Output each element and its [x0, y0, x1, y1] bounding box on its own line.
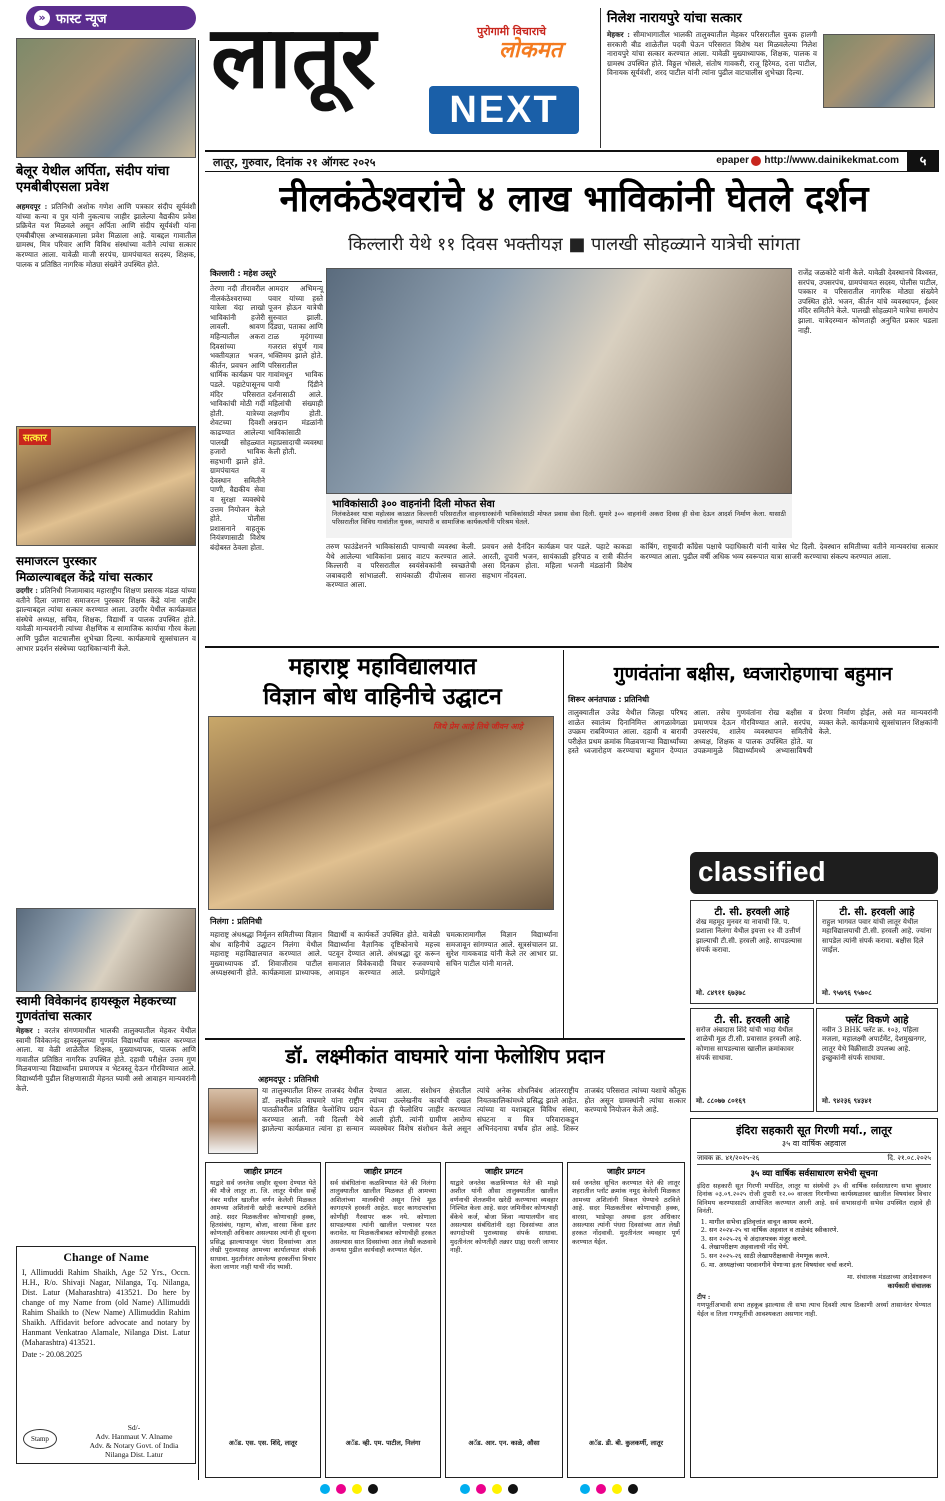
- ad4-phone: मो. ९४२३६ ९४३४१: [822, 1096, 872, 1105]
- lead-photo-caption: [326, 494, 792, 538]
- news-item-2-title: समाजरत्न पुरस्कार: [16, 554, 97, 568]
- agm-title: इंदिरा सहकारी सूत गिरणी मर्या., लातूर: [736, 1124, 892, 1137]
- change-of-name-title: Change of Name: [63, 1250, 149, 1264]
- ad3-title: टी. सी. हरवली आहे: [839, 907, 915, 918]
- color-registration-strip: [320, 1484, 640, 1496]
- agm-agenda-list: [697, 1218, 931, 1270]
- ad2-title: टी. सी. हरवली आहे: [714, 1015, 790, 1026]
- notice-2-footer: अॅड. व्ही. एम. पाटील, निलंगा: [345, 1439, 421, 1447]
- brand-tagline: पुरोगामी विचाराचे: [477, 25, 547, 38]
- ad1-title: टी. सी. हरवली आहे: [714, 907, 790, 918]
- news-photo-2: [16, 426, 196, 546]
- notice-2-body: सर्व संबंधितांना कळविण्यात येते की निलंगा तालुक्यातील खालील मिळकत ही आमच्या अशिलांच्या मालकीची असून तिचे मूळ कागदपत्रे हरवली आहेत. सदर कागदपत्रांचा कोणीही गैरवापर करू नये. कोणाला सापडल्यास त्यांनी खालील पत्त्यावर परत करावेत. या मिळकतीबाबत कोणाचीही हरकत असल्यास सात दिवसांच्या आत लेखी कळवावे अन्यथा पुढील कार्यवाही करण्यात येईल.: [330, 1179, 436, 1255]
- page-number: ५: [907, 152, 939, 172]
- notice-1-body: याद्वारे सर्व जनतेस जाहीर सूचना देण्यात येते की मौजे लातूर ता. जि. लातूर येथील सर्व्हे नंबर मधील खालील वर्णन केलेली मिळकत आमच्या अशिलांनी खरेदी करण्याचे ठरविले आहे. सदर मिळकतीवर कोणाचाही हक्क, हितसंबंध, गहाण, बोजा, वारसा किंवा इतर कोणताही अधिकार असल्यास त्यांनी ही सूचना प्रसिद्ध झाल्यापासून पंधरा दिवसांच्या आत लेखी पुराव्यासह आमच्या कार्यालयात संपर्क साधावा. मुदतीनंतर आलेल्या हरकतींचा विचार केला जाणार नाही याची नोंद घ्यावी.: [210, 1179, 316, 1272]
- lead-col-5: प्रवचन असे दैनंदिन कार्यक्रम पार पडले. पहाटे काकडा आरती, दुपारी भजन, सायंकाळी हरिपाठ व रात्री कीर्तन असा दिनक्रम होता. महिला भजनी मंडळांनी विशेष सहभाग नोंदवला.: [482, 542, 632, 580]
- fast-news-label-bar: [26, 6, 196, 30]
- ad3-phone: मो. ९५७९६ ९५७०८: [822, 988, 872, 997]
- fellowship-byline: अहमदपूर : प्रतिनिधी: [258, 1075, 319, 1084]
- news-item-3-body: [16, 586, 196, 904]
- notice-4-body: सर्व जनतेस सूचित करण्यात येते की लातूर शहरातील प्लॉट क्रमांक नमूद केलेली मिळकत आमच्या अशिलांनी विकत घेण्याचे ठरविले आहे. सदर मिळकतीवर कोणाचाही हक्क, वारसा, भाडेपट्टा अथवा इतर अधिकार असल्यास त्यांनी पंधरा दिवसांच्या आत लेखी हरकत नोंदवावी. मुदतीनंतर व्यवहार पूर्ण करण्यात येईल.: [572, 1179, 680, 1246]
- lead-headline: नीलकंठेश्वरांचे ४ लाख भाविकांनी घेतले दर्शन: [279, 179, 869, 220]
- top-right-lead: मेहकर :: [607, 30, 630, 39]
- agm-subtitle: ३५ वा वार्षिक अहवाल: [781, 1139, 847, 1148]
- news-item-4-body: [16, 1026, 196, 1238]
- lead-col-6: कांबिंग, राष्ट्रवादी काँग्रेस पक्षाचे पदाधिकारी यांनी यात्रेस भेट दिली. देवस्थान समितीच्या वतीने मान्यवरांचा सत्कार करण्यात आला. पुढील वर्षी अधिक भव्य स्वरूपात यात्रा साजरी करण्याचा संकल्प करण्यात आला.: [640, 542, 938, 561]
- agm-body: इंदिरा सहकारी सूत गिरणी मर्यादित, लातूर या संस्थेची ३५ वी वार्षिक सर्वसाधारण सभा बुधवार दिनांक ०३.०९.२०२५ रोजी दुपारी १२.०० वाजता गिरणीच्या कार्यस्थळावर खालील विषयांवर विचार विनिमय करण्यासाठी आयोजित करण्यात आली आहे. सर्व सभासदांनी सभेस उपस्थित राहावे ही विनंती.: [697, 1182, 931, 1216]
- top-right-body: [607, 30, 817, 148]
- agm-notice-date: दि. २१.०८.२०२५: [887, 1154, 931, 1162]
- agenda-item: 3. सन २०२५-२६ चे अंदाजपत्रक मंजूर करणे.: [709, 1235, 931, 1244]
- reg-mark-cyan: [460, 1484, 470, 1494]
- news-item-1-body: [16, 202, 196, 418]
- agenda-item: 5. सन २०२५-२६ साठी लेखापरीक्षकाची नेमणूक करणे.: [709, 1252, 931, 1261]
- notice-3-footer: अॅड. आर. एन. काळे, औसा: [468, 1439, 540, 1447]
- epaper-label: epaper: [716, 155, 749, 166]
- public-notice-1: [205, 1162, 321, 1478]
- reg-mark-yellow: [352, 1484, 362, 1494]
- notice-3-body: याद्वारे जनतेस कळविण्यात येते की माझे अशील यांनी औसा तालुक्यातील खालील वर्णनाची शेतजमीन खरेदी करण्याचा व्यवहार निश्चित केला आहे. सदर जमिनीवर कोणत्याही बँकेचे कर्ज, बोजा किंवा न्यायालयीन वाद असल्यास संबंधितांनी दहा दिवसांच्या आत कागदोपत्री पुराव्यासह संपर्क साधावा. मुदतीनंतर कोणतीही तक्रार ग्राह्य धरली जाणार नाही.: [450, 1179, 558, 1255]
- college-byline: निलंगा : प्रतिनिधी: [210, 917, 262, 926]
- reg-mark-magenta: [476, 1484, 486, 1494]
- dateline-bar: [205, 150, 939, 172]
- lead-byline: किल्लारी : महेश उस्तुरे: [210, 268, 322, 282]
- agm-sign: मा. संचालक मंडळाच्या आदेशावरून: [847, 1273, 931, 1282]
- news-photo-1: [16, 38, 196, 158]
- fellowship-body: या तालुक्यातील शिरूर ताजबंद येथील डॉ. लक्ष्मीकांत वाघमारे यांना राष्ट्रीय पातळीवरील प्रतिष्ठित फेलोशिप प्रदान करण्यात आली. नवी दिल्ली येथे झालेल्या कार्यक्रमात त्यांना हा सन्मान देण्यात आला. संशोधन क्षेत्रातील त्यांच्या उल्लेखनीय कार्याची दखल घेऊन ही फेलोशिप जाहीर करण्यात आली होती. त्यांनी ग्रामीण आरोग्य व्यवस्थेवर विशेष संशोधन केले असून त्यांचे अनेक शोधनिबंध आंतरराष्ट्रीय नियतकालिकांमध्ये प्रसिद्ध झाले आहेत. त्यांच्या या यशाबद्दल विविध संस्था, संघटना व मित्र परिवाराकडून अभिनंदनाचा वर्षाव होत आहे. शिरूर ताजबंद परिसरात त्यांच्या यशाचे कौतुक होत असून ग्रामस्थांनी त्यांचा सत्कार करण्याचे नियोजन केले आहे.: [262, 1086, 686, 1134]
- merit-byline: शिरूर अनंतपाळ : प्रतिनिधी: [568, 695, 650, 704]
- agm-note: गणपूर्तीअभावी सभा तहकूब झाल्यास ती सभा त्याच दिवशी त्याच ठिकाणी अर्ध्या तासानंतर घेण्यात येईल व तिला गणपूर्तीची आवश्यकता असणार नाही.: [697, 1301, 931, 1318]
- notice-3-title: जाहीर प्रगटन: [485, 1167, 523, 1176]
- news-item-3-text: प्रतिनिधी निजामाबाद महाराष्ट्रीय शिक्षण प्रसारक मंडळ यांच्या वतीने दिला जाणारा समाजरत्न पुरस्कार शिक्षक केंद्रे यांना जाहीर झाल्याबद्दल त्यांचा सत्कार करण्यात आला. उदगीर येथील कार्यक्रमात संस्थेचे अध्यक्ष, सचिव, शिक्षक, विद्यार्थी व पालक उपस्थित होते. यावेळी मान्यवरांनी त्यांच्या शैक्षणिक व सामाजिक कार्याचा गौरव केला आणि पुढील वाटचालीस शुभेच्छा दिल्या. कार्यक्रमाचे सूत्रसंचालन व आभार प्रदर्शन संस्थेच्या पदाधिकाऱ्यांनी केले.: [16, 586, 196, 653]
- reg-mark-magenta: [336, 1484, 346, 1494]
- agm-notice: [690, 1118, 938, 1478]
- public-notice-3: [445, 1162, 563, 1478]
- public-notice-4: [567, 1162, 685, 1478]
- mid-divider: [563, 650, 564, 1038]
- news-item-4-title: स्वामी विवेकानंद हायस्कूल मेहकरच्या गुणवंतांचा सत्कार: [16, 994, 177, 1023]
- merit-headline: गुणवंतांना बक्षीस, ध्वजारोहणाचा बहुमान: [613, 663, 893, 685]
- classified-ad-1: [690, 900, 814, 1004]
- news-item-1-title: बेलूर येथील अर्पिता, संदीप यांचा एमबीबीएसला प्रवेश: [16, 164, 170, 195]
- agenda-item: 6. मा. अध्यक्षांच्या परवानगीने येणाऱ्या इतर विषयांवर चर्चा करणे.: [709, 1261, 931, 1270]
- reg-mark-yellow: [492, 1484, 502, 1494]
- ad3-body: राहुल भागवत पवार यांची लातूर येथील महाविद्यालयाची टी.सी. हरवली आहे. ज्यांना सापडेल त्यांनी संपर्क करावा. बक्षीस दिले जाईल.: [822, 918, 932, 955]
- public-notice-2: [325, 1162, 441, 1478]
- reg-mark-cyan: [320, 1484, 330, 1494]
- reg-mark-cyan: [580, 1484, 590, 1494]
- college-bottom-rule: [205, 1038, 685, 1040]
- photo-2-banner: सत्कार: [19, 429, 51, 445]
- agenda-item: 2. सन २०२४-२५ चा वार्षिक अहवाल व ताळेबंद स्वीकारणे.: [709, 1226, 931, 1235]
- classified-ad-2: [690, 1008, 814, 1112]
- masthead: [205, 8, 595, 148]
- change-of-name-date: Date :- 20.08.2025: [22, 1350, 82, 1359]
- photo-caption-body: निलंकठेश्वर यात्रा महोत्सव काळात किल्लारी परिसरातील वाहनधारकांनी भाविकांसाठी मोफत प्रवास सेवा दिली. सुमारे ३०० वाहनांनी अकरा दिवस ही सेवा देऊन आदर्श निर्माण केला. यासाठी परिसरातील विविध गावांतील युवक, व्यापारी व सामाजिक कार्यकर्त्यांनी परिश्रम घेतले.: [332, 510, 786, 527]
- notary-place: Nilanga Dist. Latur: [104, 1450, 164, 1459]
- classified-ad-4: [816, 1008, 938, 1112]
- fellowship-portrait: [208, 1088, 258, 1154]
- top-right-text: सीमाभागातील भालकी तालुक्यातील मेहकर परिसरातील युवक हालगी सरकारी बीड शाळेतील पदवी घेऊन परिसरात विशेष यश मिळवलेल्या निलेश नारायपुरे यांचा सत्कार करण्यात आला. यावेळी मुख्याध्यापक, शिक्षक, पालक व ग्रामस्थ उपस्थित होते. विठ्ठल भोसले, संतोष गावकरी, राजू हिरेमठ, दत्ता पाटील, विनायक सूर्यवंशी, शरद पाटील यांनी त्यांना पुढील वाटचालीस शुभेच्छा दिल्या.: [607, 30, 818, 78]
- change-of-name-body: I, Allimuddi Rahim Shaikh, Age 52 Yrs., Occn. H.H., R/o. Shivaji Nagar, Nilanga, Tq. Nilanga, Dist. Latur (Maharashtra) 413521. Do here by change of my Name from (old Name) Allimuddi Rahim Shaikh to (New Name) Allimuddin Rahim Shaikh. Affidavit before advocate and notary by Hanmant Venkatrao Alamale, Nilanga Dist. Latur (Maharashtra) 413521.: [22, 1268, 190, 1347]
- left-divider: [198, 40, 199, 1480]
- agenda-item: 4. लेखापरीक्षण अहवालाची नोंद घेणे.: [709, 1243, 931, 1252]
- classified-banner: [690, 852, 938, 894]
- advocate-block: [79, 1423, 189, 1459]
- lead-col-4: तरुण फाउंडेशनने भाविकांसाठी पाण्याची व्यवस्था केली. येथे आलेल्या भाविकांना प्रसाद वाटप करण्यात आले. किल्लारी व परिसरातील स्वयंसेवकांनी स्वच्छतेची जबाबदारी सांभाळली. सायंकाळी दीपोत्सव साजरा करण्यात आला.: [326, 542, 476, 590]
- classified-label: classified: [698, 856, 826, 887]
- sign-by: Sd/-: [127, 1423, 141, 1432]
- agm-sign-2: कार्यकारी संचालक: [887, 1281, 931, 1290]
- brand-big: लातूर: [211, 8, 376, 108]
- ad4-body: नवीन 3 BHK फ्लॅट क्र. १०३, पहिला मजला, महालक्ष्मी अपार्टमेंट, देशमुखनगर, लातूर येथे विक्रीसाठी उपलब्ध आहे. इच्छुकांनी संपर्क साधावा.: [822, 1026, 927, 1063]
- agm-heading: ३५ व्या वार्षिक सर्वसाधारण सभेची सूचना: [750, 1169, 878, 1179]
- merit-body: तालुक्यातील उजेड येथील जिल्हा परिषद शाळेत स्वातंत्र्य दिनानिमित्त आगळावेगळा उपक्रम राबविण्यात आला. दहावी व बारावी परीक्षेत प्रथम क्रमांक मिळवणाऱ्या विद्यार्थ्यांच्या हस्ते ध्वजारोहण करण्याचा बहुमान देण्यात आला. तसेच गुणवंतांना रोख बक्षीस व प्रमाणपत्र देऊन गौरविण्यात आले. सरपंच, उपसरपंच, शालेय व्यवस्थापन समितीचे अध्यक्ष, शिक्षक व पालक उपस्थित होते. या उपक्रमामुळे विद्यार्थ्यांमध्ये अभ्यासाविषयी प्रेरणा निर्माण होईल, असे मत मान्यवरांनी व्यक्त केले. कार्यक्रमाचे सूत्रसंचालन शिक्षकांनी केले.: [568, 708, 938, 756]
- brand-next-box: [429, 86, 579, 134]
- fellowship-headline: डॉ. लक्ष्मीकांत वाघमारे यांना फेलोशिप प्रदान: [285, 1044, 605, 1068]
- fast-news-column: [6, 6, 196, 1496]
- news-item-1-text: प्रतिनिधी अशोक गणेश आणि पत्रकार संदीप सूर्यवंशी यांच्या कन्या व पुत्र यांनी नुकत्याच जाहीर झालेल्या वैद्यकीय प्रवेश प्रक्रियेत यश मिळवले असून अर्पिता आणि संदीप सूर्यवंशी यांना एमबीबीएस अभ्यासक्रमाला प्रवेश मिळाला आहे. याबद्दल गावातील ग्रामस्थ, मित्र परिवार आणि विविध संस्थांच्या वतीने त्यांचा सत्कार करण्यात आला. यावेळी माजी सरपंच, ग्रामपंचायत सदस्य, शिक्षक, पालक व प्रतिष्ठित नागरिक मोठ्या संख्येने उपस्थित होते.: [16, 202, 196, 269]
- notice-1-title: जाहीर प्रगटन: [244, 1167, 282, 1176]
- agenda-item: 1. मागील सभेचा इतिवृत्तांत वाचून कायम करणे.: [709, 1218, 931, 1227]
- fast-news-label: फास्ट न्यूज: [56, 12, 107, 27]
- ad4-title: फ्लॅट विकणे आहे: [845, 1015, 909, 1026]
- college-banner: जिथे प्रेम आहे तिथे जीवन आहे: [433, 722, 523, 731]
- reg-mark-magenta: [596, 1484, 606, 1494]
- reg-mark-black: [508, 1484, 518, 1494]
- ad2-body: सरोज अंबादास शिंदे यांची भादा येथील शाळेची मूळ टी.सी. प्रवासात हरवली आहे. कोणास सापडल्यास खालील क्रमांकावर संपर्क साधावा.: [696, 1026, 802, 1063]
- ad1-body: शेख महमूद मुनवर या नावाची जि. प. प्रशाला निलंगा येथील इयत्ता १२ वी उत्तीर्ण झाल्याची टी.सी. हरवली आहे. सापडल्यास संपर्क करावा.: [696, 918, 802, 955]
- lead-col-2: आमदार अभिमन्यू पवार यांच्या हस्ते पूजन होऊन यात्रेची सुरुवात झाली. दिंड्या, पताका आणि टाळ मृदंगाच्या गजरात संपूर्ण गाव भक्तिमय झाले होते. परिसरातील गावांमधून भाविक पायी दिंडीने दर्शनासाठी आले. महिलांची संख्याही लक्षणीय होती. अन्नदान मंडळांनी भाविकांसाठी महाप्रसादाची व्यवस्था केली होती.: [268, 284, 323, 457]
- notice-4-footer: अॅड. डी. बी. कुलकर्णी, लातूर: [588, 1439, 664, 1447]
- fast-news-icon: »: [34, 10, 50, 26]
- reg-mark-yellow: [612, 1484, 622, 1494]
- agm-note-title: टीप :: [697, 1293, 711, 1301]
- college-headline-2: विज्ञान बोध वाहिनीचे उद्घाटन: [263, 684, 502, 710]
- news-item-3-title: मिळाल्याबद्दल केंद्रे यांचा सत्कार: [16, 570, 153, 584]
- news-photo-3: [16, 908, 196, 992]
- lead-bottom-rule: [205, 646, 939, 648]
- top-right-photo: [823, 34, 935, 108]
- brand-lokmat: लोकमत: [499, 38, 563, 63]
- lead-col-3: राजेंद्र जळकोटे यांनी केले. यावेळी देवस्थानचे विश्वस्त, सरपंच, उपसरपंच, ग्रामपंचायत सदस्य, पोलीस पाटील, पत्रकार व परिसरातील नागरिक मोठ्या संख्येने उपस्थित होते. भजन, कीर्तन यांचे व्यवस्थापन, ईश्वर मंदिर समितीने केले. पालखी सोहळ्याने यात्रेचा समारोप झाला. यात्रेदरम्यान कोणताही अनुचित प्रकार घडला नाही.: [798, 268, 938, 335]
- stamp-circle: Stamp: [23, 1429, 57, 1449]
- notary: Adv. & Notary Govt. of India: [89, 1441, 179, 1450]
- news-item-3-lead: उदगीर :: [16, 586, 38, 595]
- top-right-news: [600, 8, 940, 148]
- ad1-phone: मो. ८४९११ ६७३७८: [696, 988, 746, 997]
- college-photo: [208, 716, 554, 910]
- classified-ad-3: [816, 900, 938, 1004]
- globe-icon: [751, 156, 761, 166]
- news-item-4-lead: मेहकर :: [16, 1026, 40, 1035]
- news-item-1-lead: अहमदपूर :: [16, 202, 48, 211]
- reg-mark-black: [368, 1484, 378, 1494]
- epaper-url[interactable]: http://www.dainikekmat.com: [764, 155, 899, 166]
- brand-next: NEXT: [449, 89, 559, 131]
- advocate-name: Adv. Hanmaut V. Alname: [95, 1432, 173, 1441]
- notice-1-footer: अॅड. एस. एस. शिंदे, लातूर: [228, 1439, 298, 1447]
- change-of-name-box: [16, 1246, 196, 1464]
- lead-col-1: तेरणा नदी तीरावरील नीलकंठेश्वराच्या यात्रेला यंदा लाखो भाविकांनी हजेरी लावली. श्रावण महिन्यातील अकरा दिवसांच्या भक्तीयज्ञात भजन, कीर्तन, प्रवचन आणि धार्मिक कार्यक्रम पार पडले. पहाटेपासूनच मंदिर परिसरात भाविकांची मोठी गर्दी होती. यात्रेच्या शेवटच्या दिवशी काढण्यात आलेल्या पालखी सोहळ्यात हजारो भाविक सहभागी झाले होते. ग्रामपंचायत व देवस्थान समितीने पाणी, वैद्यकीय सेवा व सुरक्षा व्यवस्थेचे उत्तम नियोजन केले होते. पोलीस प्रशासनाने वाहतूक नियंत्रणासाठी विशेष बंदोबस्त ठेवला होता.: [210, 284, 265, 553]
- notice-4-title: जाहीर प्रगटन: [607, 1167, 645, 1176]
- college-headline-1: महाराष्ट्र महाविद्यालयात: [288, 654, 477, 680]
- agm-ref-row: [697, 1152, 931, 1165]
- lead-photo-procession: [326, 268, 792, 494]
- notice-2-title: जाहीर प्रगटन: [364, 1167, 402, 1176]
- ad2-phone: मो. ८८०७७ ८०१६९: [696, 1096, 746, 1105]
- college-body: महाराष्ट्र अंधश्रद्धा निर्मूलन समितीच्या विज्ञान बोध वाहिनीचे उद्घाटन निलंगा येथील महाराष्ट्र महाविद्यालयात करण्यात आले. मुख्याध्यापक डॉ. शिवाजीराव पाटील अध्यक्षस्थानी होते. कार्यक्रमाला प्राध्यापक, विद्यार्थी व कार्यकर्ते उपस्थित होते. यावेळी विद्यार्थ्यांना वैज्ञानिक दृष्टिकोनाचे महत्त्व पटवून देण्यात आले. अंधश्रद्धा दूर करून समाजात विवेकवादी विचार रुजवण्याचे आवाहन करण्यात आले. प्रयोगांद्वारे चमत्कारामागील विज्ञान विद्यार्थ्यांना समजावून सांगण्यात आले. सूत्रसंचालन प्रा. सुरेश गायकवाड यांनी केले तर आभार प्रा. सचिन पाटील यांनी मानले.: [210, 930, 558, 978]
- news-item-4-text: वरतंत्र संगणमाधील भालकी तालुक्यातील मेहकर येथील स्वामी विवेकानंद हायस्कूलच्या गुणवंत विद्यार्थ्यांचा सत्कार करण्यात आला. या वेळी शाळेतील शिक्षक, मुख्याध्यापक, पालक आणि गावातील प्रतिष्ठित नागरिक उपस्थित होते. दहावी परीक्षेत उत्तम गुण मिळवणाऱ्या विद्यार्थ्यांना प्रमाणपत्र व भेटवस्तू देऊन गौरविण्यात आले. विद्यार्थ्यांनी पुढील शिक्षणासाठी मेहनत घ्यावी असे आवाहन मान्यवरांनी केले.: [16, 1026, 196, 1093]
- top-right-title: निलेश नारायपुरे यांचा सत्कार: [607, 11, 742, 26]
- photo-caption-title: भाविकांसाठी ३०० वाहनांनी दिली मोफत सेवा: [332, 499, 495, 510]
- lead-subhead: किल्लारी येथे ११ दिवस भक्तीयज्ञ ■ पालखी सोहळ्याने यात्रेची सांगता: [348, 234, 800, 255]
- dateline: लातूर, गुरुवार, दिनांक २१ ऑगस्ट २०२५: [213, 156, 376, 169]
- reg-mark-black: [628, 1484, 638, 1494]
- agm-notice-no: जावक क्र. ४१/२०२५-२६: [697, 1154, 760, 1162]
